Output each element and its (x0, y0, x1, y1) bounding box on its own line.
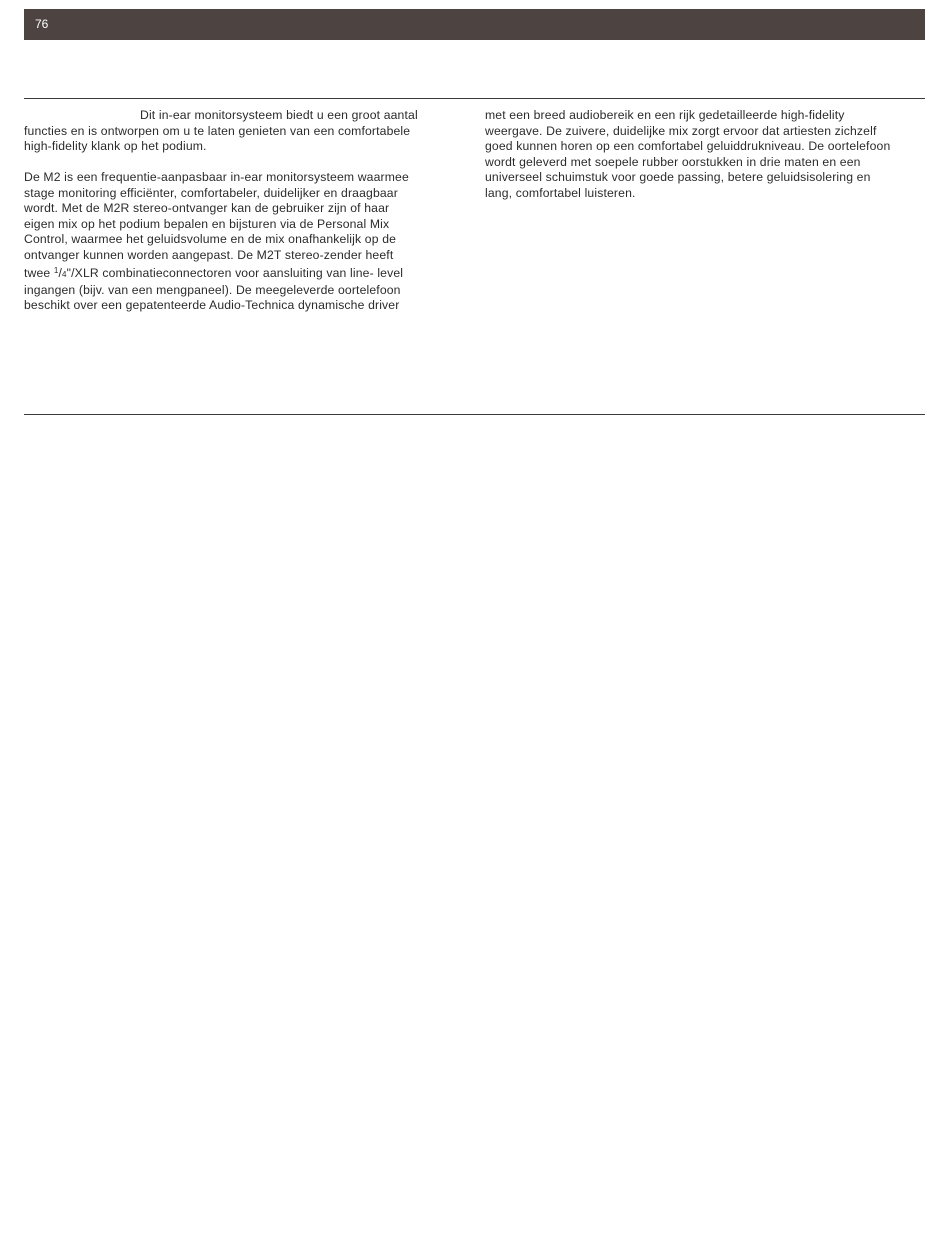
text-line: functies en is ontworpen om u te laten genieten van een comfortabele (24, 123, 411, 138)
fraction-numerator: 1 (53, 266, 59, 275)
fraction-text-line (24, 263, 462, 283)
fraction-line-after: "/XLR combinatieconnectoren voor aansluiting van line- level (66, 266, 404, 280)
text-line: met een breed audiobereik en een rijk gedetailleerde high-fidelity (485, 108, 845, 122)
text-line: eigen mix op het podium bepalen en bijsturen via de Personal Mix (24, 216, 390, 231)
fraction-slash: / (58, 266, 63, 280)
fraction-denominator: 4 (62, 270, 67, 279)
intro-paragraph (24, 108, 462, 155)
text-line: high-fidelity klank op het podium. (24, 139, 207, 153)
bottom-divider (24, 414, 925, 415)
text-line: ontvanger kunnen worden aangepast. De M2T stereo-zender heeft (24, 247, 394, 262)
page-number: 76 (35, 17, 49, 31)
top-divider (24, 98, 925, 99)
text-line: wordt. Met de M2R stereo-ontvanger kan de gebruiker zijn of haar (24, 201, 390, 215)
description-paragraph (24, 170, 462, 314)
text-line: weergave. De zuivere, duidelijke mix zorgt ervoor dat artiesten zichzelf (485, 123, 877, 138)
text-line: Control, waarmee het geluidsvolume en de mix onafhankelijk op de (24, 232, 397, 246)
text-line: Dit in-ear monitorsysteem biedt u een groot aantal (140, 108, 418, 122)
fraction-line-before: twee (24, 266, 54, 280)
header-bar (24, 9, 925, 40)
right-text-column (485, 108, 925, 201)
text-line: goed kunnen horen op een comfortabel geluiddrukniveau. De oortelefoon (485, 139, 891, 153)
text-line: universeel schuimstuk voor goede passing, betere geluidsisolering en (485, 170, 871, 184)
paragraph-gap (24, 155, 462, 171)
text-line: De M2 is een frequentie-aanpasbaar in-ear monitorsysteem waarmee (24, 170, 409, 184)
left-text-column (24, 108, 462, 314)
text-line: ingangen (bijv. van een mengpaneel). De meegeleverde oortelefoon (24, 282, 401, 297)
text-line: lang, comfortabel luisteren. (485, 185, 636, 200)
text-line: beschikt over een gepatenteerde Audio-Technica dynamische driver (24, 298, 400, 312)
continuation-paragraph (485, 108, 925, 201)
text-line: wordt geleverd met soepele rubber oorstukken in drie maten en een (485, 154, 861, 169)
text-line: stage monitoring efficiënter, comfortabeler, duidelijker en draagbaar (24, 185, 398, 200)
